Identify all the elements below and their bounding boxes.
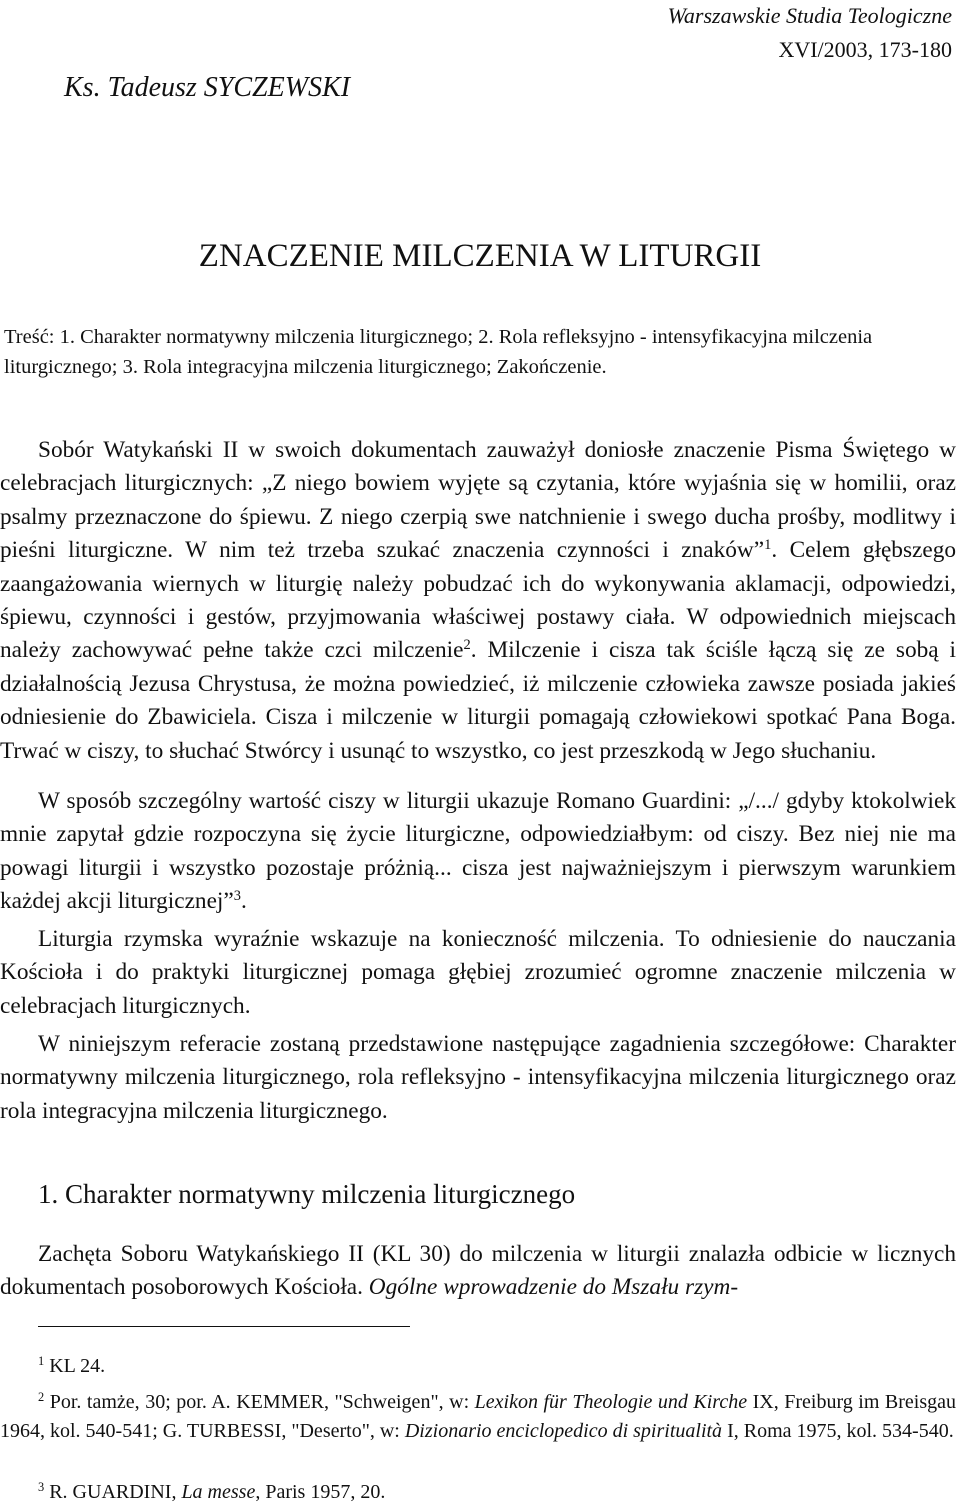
paragraph-1 xyxy=(0,434,956,768)
fn2-e: IX, Freiburg im Breisgau 1964, kol. 540-541; G. T xyxy=(0,1391,956,1442)
fn2-a: Por. tamże, 30; por. A. K xyxy=(44,1391,251,1413)
p1-part-c: . Milczenie i cisza tak ściśle łączą się ze sobą i działalnością Jezusa Chrystusa, że można powiedzieć, iż milczenie człowieka zawsze posiada jakieś odniesienie do Zbawiciela. Cisza i milczenie w liturgii pomagają człowiekowi spotkać Pana Boga. Trwać w ciszy, to słuchać Stwórcy i usunąć to wszystko, co jest przeszkodą w Jego słuchaniu. xyxy=(0,637,957,764)
fn3-guardini: UARDINI xyxy=(87,1481,172,1503)
footnote-2 xyxy=(0,1388,956,1446)
p1-part-a: Sobór Watykański II w swoich dokumentach zauważył doniosłe znaczenie Pisma Świętego w celebracjach liturgicznych: „Z niego bowiem wyjęte są czytania, które wyjaśnia się w homilii, oraz psalmy przeznaczone do śpiewu. Z niego czerpią swe natchnienie i swego ducha prośby, modlitwy i pieśni liturgiczne. W nim też trzeba szukać znaczenia czynności i znaków” xyxy=(0,437,956,564)
p1-part-b: . Celem głębszego zaangażowania wiernych w liturgię należy pobudzać ich do wykonywania aklamacji, odpowiedzi, śpiewu, czynności i gestów, przyjmowania właściwej postawy ciała. W odpowiednich miejscach należy zachowywać pełne także czci milczenie xyxy=(0,537,956,664)
p2-part-a: W sposób szczególny wartość ciszy w liturgii ukazuje Romano Guardini: „/.../ gdyby ktokolwiek mnie zapytał gdzie rozpoczyna się życie liturgiczne, odpowiedziałbym: od ciszy. Bez niej nie ma powagi liturgii i wszystko pozostaje próżnią... cisza jest najważniejszym i pierwszym warunkiem każdej akcji liturgicznej” xyxy=(0,788,956,915)
footnote-3-number: 3 xyxy=(38,1480,45,1495)
journal-name: Warszawskie Studia Teologiczne xyxy=(667,3,952,28)
fn3-title: La messe xyxy=(181,1481,256,1503)
fn2-kemmer: EMMER xyxy=(250,1391,324,1413)
table-of-contents: Treść: 1. Charakter normatywny milczenia liturgicznego; 2. Rola refleksyjno - intensyfikacyjna milczenia liturgicznego; 3. Rola integracyjna milczenia liturgicznego; Zakończenie. xyxy=(4,326,873,378)
fn3-c: , xyxy=(171,1481,182,1503)
fn2-turbessi: URBESSI xyxy=(199,1420,282,1442)
footnote-3 xyxy=(38,1478,960,1507)
fn2-lexikon: Lexikon für Theologie und Kirche xyxy=(474,1391,748,1413)
article-title: ZNACZENIE MILCZENIA W LITURGII xyxy=(198,238,762,274)
section-heading-1: 1. Charakter normatywny milczenia liturgicznego xyxy=(38,1179,576,1209)
footnote-1-number: 1 xyxy=(38,1354,45,1369)
journal-volume: XVI/2003, 173-180 xyxy=(778,37,952,62)
fn2-g: , "Deserto", w: xyxy=(281,1420,405,1442)
footnote-1 xyxy=(38,1352,960,1381)
paragraph-5 xyxy=(0,1238,956,1305)
paragraph-2 xyxy=(0,785,956,919)
paragraph-4: W niniejszym referacie zostaną przedstawione następujące zagadnienia szczegółowe: Charakter normatywny milczenia liturgicznego, rola refleksyjno - intensyfikacyjna milczenia liturgicznego oraz rola integracyjna milczenia liturgicznego. xyxy=(0,1031,956,1124)
footnote-1-text: KL 24. xyxy=(44,1355,106,1377)
footnote-divider xyxy=(38,1326,410,1327)
paragraph-3: Liturgia rzymska wyraźnie wskazuje na konieczność milczenia. To odniesienie do nauczania Kościoła i do praktyki liturgicznej pomaga głębiej zrozumieć ogromne znaczenie milczenia w celebracjach liturgicznych. xyxy=(0,926,956,1019)
footnote-ref-2[interactable]: 2 xyxy=(463,637,471,654)
author-surname-caps: YCZEWSKI xyxy=(217,72,351,103)
p5-italic-title: Ogólne wprowadzenie do Mszału rzym- xyxy=(368,1274,739,1301)
author-name xyxy=(64,70,350,106)
footnote-ref-3[interactable]: 3 xyxy=(233,888,241,905)
p5-part-a: Zachęta Soboru Watykańskiego II (KL 30) do milczenia w liturgii znalazła odbicie w licznych dokumentach posoborowych Kościoła. xyxy=(0,1241,956,1301)
author-prefix: Ks. Tadeusz S xyxy=(64,72,218,103)
fn2-c: , "Schweigen", w: xyxy=(324,1391,475,1413)
fn2-i: I, Roma 1975, kol. 534-540. xyxy=(722,1420,954,1442)
fn3-a: R. G xyxy=(44,1481,87,1503)
footnote-ref-1[interactable]: 1 xyxy=(764,537,772,554)
footnote-2-number: 2 xyxy=(38,1390,45,1405)
p2-part-b: . xyxy=(240,888,247,915)
fn3-e: , Paris 1957, 20. xyxy=(255,1481,386,1503)
fn2-dizionario: Dizionario enciclopedico di spiritualità xyxy=(404,1420,723,1442)
